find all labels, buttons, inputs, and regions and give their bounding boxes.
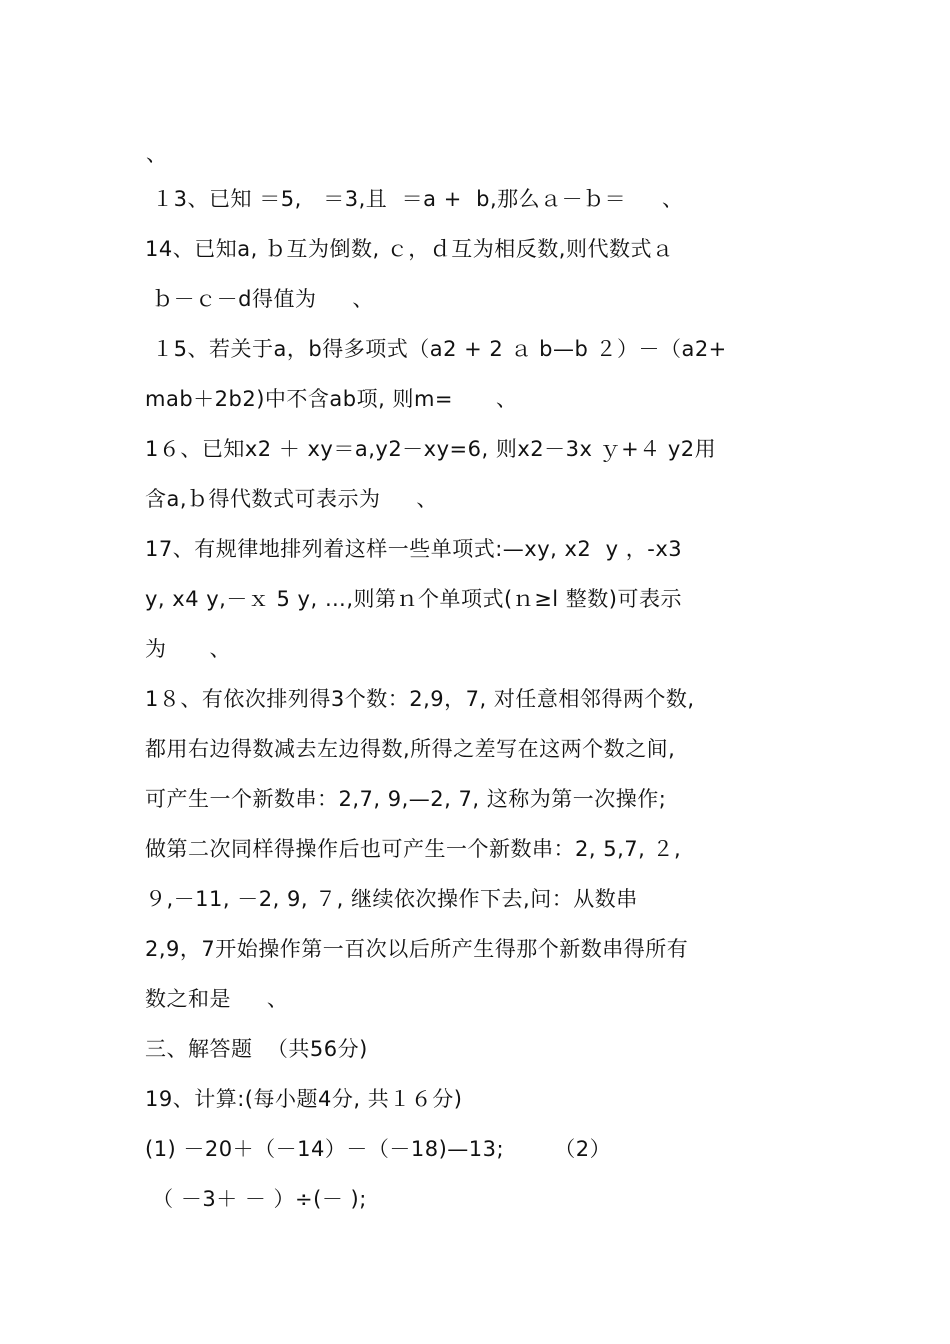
question-15-line-1: １5、若关于a，b得多项式（a2 + 2 ａ b—b ２）－（a2+ xyxy=(145,337,727,361)
question-16-line-1: 1６、已知x2 ＋ xy＝a,y2－xy=6, 则x2－3x ｙ+４ y2用 xyxy=(145,437,717,461)
question-17-line-1: 17、有规律地排列着这样一些单项式:—xy, x2 y ，-x3 xyxy=(145,537,683,561)
question-17-line-3: 为 、 xyxy=(145,637,232,661)
question-18-line-2: 都用右边得数减去左边得数,所得之差写在这两个数之间, xyxy=(145,737,676,761)
question-18-line-5: ９,－11, －2, 9, ７, 继续依次操作下去,问：从数串 xyxy=(145,887,638,911)
question-14-line-2: ｂ－ｃ－d得值为 、 xyxy=(145,287,374,311)
question-19-line-2: （ －3＋ － ）÷(－ ); xyxy=(145,1187,367,1211)
question-17-line-2: y, x4 y,－ｘ 5 y, …,则第ｎ个单项式(ｎ≥l 整数)可表示 xyxy=(145,587,683,611)
question-15-line-2: mab＋2b2)中不含ab项, 则m= 、 xyxy=(145,387,518,411)
text-line: 、 xyxy=(146,142,168,166)
question-18-line-6: 2,9，7开始操作第一百次以后所产生得那个新数串得所有 xyxy=(145,937,689,961)
question-16-line-2: 含a,ｂ得代数式可表示为 、 xyxy=(145,487,438,511)
question-13-line: １3、已知 ＝5, ＝3,且 ＝a + b,那么ａ－ｂ＝ 、 xyxy=(145,187,684,211)
section-3-heading: 三、解答题 （共56分) xyxy=(145,1037,368,1061)
question-18-line-4: 做第二次同样得操作后也可产生一个新数串：2, 5,7, ２, xyxy=(145,837,682,861)
question-18-line-7: 数之和是 、 xyxy=(145,987,289,1011)
question-19-heading: 19、计算:(每小题4分, 共１６分) xyxy=(145,1087,463,1111)
question-18-line-1: 1８、有依次排列得3个数：2,9，7, 对任意相邻得两个数, xyxy=(145,687,695,711)
question-18-line-3: 可产生一个新数串：2,7, 9,—2, 7, 这称为第一次操作; xyxy=(145,787,667,811)
question-14-line-1: 14、已知a, ｂ互为倒数, ｃ，ｄ互为相反数,则代数式ａ xyxy=(145,237,674,261)
question-19-line-1: (1) －20＋（－14）－（－18)—13; （2） xyxy=(145,1137,612,1161)
